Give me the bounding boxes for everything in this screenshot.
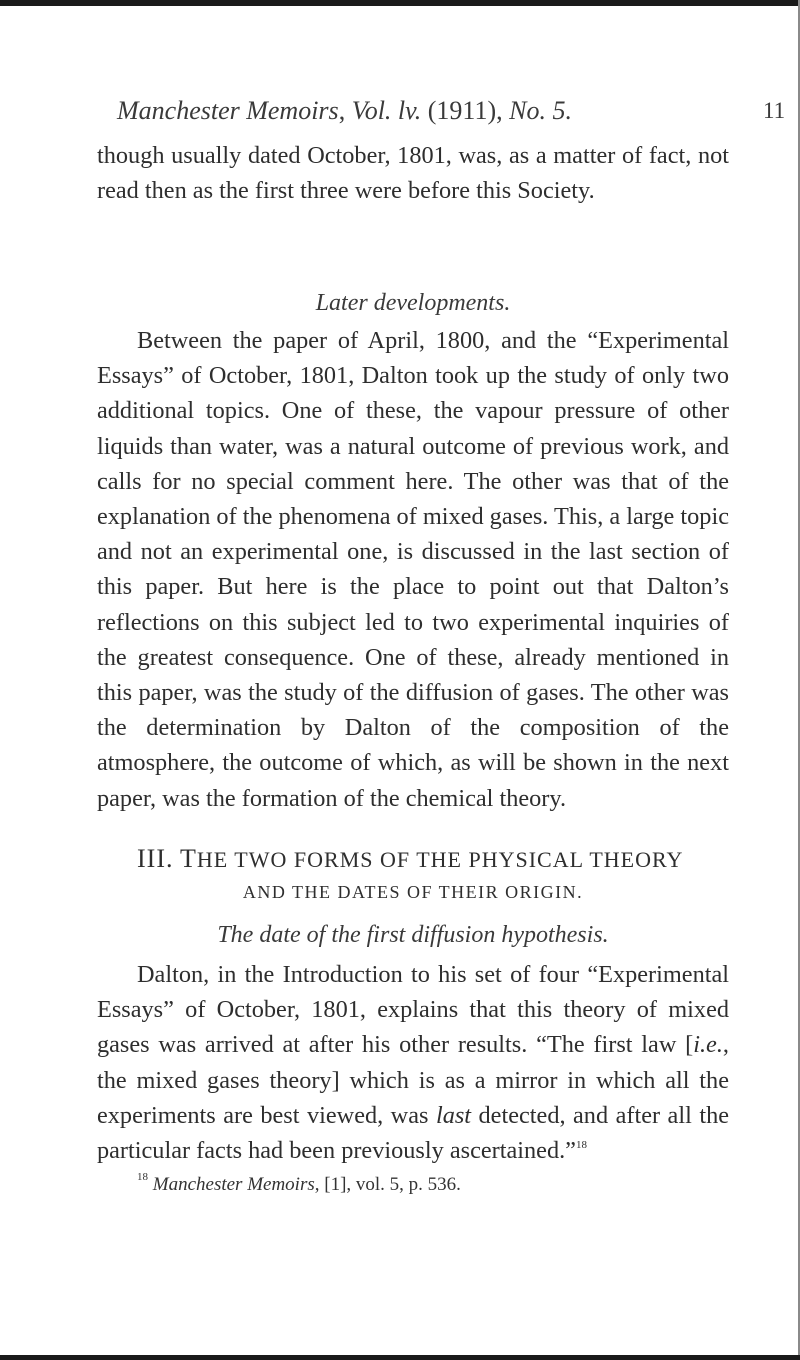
section-heading-line1 <box>97 842 729 877</box>
paragraph-diffusion-hypothesis <box>97 957 729 1168</box>
section-heading-three <box>97 842 729 907</box>
running-head <box>117 96 717 136</box>
paragraph-later-developments: Between the paper of April, 1800, and the “Experimental Essays” of October, 1801, Dalton took up the study of only two additional topics. One of these, the vapour pressure of other liquids than water, was a natural outcome of previous work, and calls for no special comment here. The other was that of the explanation of the phenomena of mixed gases. This, a large topic and not an experimental one, is discussed in the last section of this paper. But here is the place to point out that Dalton’s reflections on this subject led to two experimental inquiries of the greatest consequence. One of these, already mentioned in this paper, was the study of the diffusion of gases. The other was the determination by Dalton of the composition of the atmosphere, the outcome of which, as will be shown in the next paper, was the formation of the chemical theory. <box>97 327 729 812</box>
section-title-line1: HE TWO FORMS OF THE PHYSICAL THEORY <box>196 847 684 872</box>
subheading-diffusion-hypothesis: The date of the first diffusion hypothesis. <box>217 922 609 948</box>
section-title-initial: T <box>179 844 197 873</box>
paragraph-text-part2: , the mixed gases theory] which is as a mirror in which all the experiments are best viewed, was <box>97 1031 729 1129</box>
ie-abbreviation: i.e. <box>693 1031 723 1059</box>
header-separator: , <box>338 96 352 125</box>
page-number: 11 <box>763 98 786 123</box>
paragraph-text-part1: Dalton, in the Introduction to his set of four “Experimental Essays” of October, 1801, explains that this theory of mixed gases was arrived at after his other results. “The first law [ <box>97 961 729 1059</box>
paragraph-continuation: though usually dated October, 1801, was, as a matter of fact, not read then as the first three were before this Society. <box>97 142 729 205</box>
footnote-citation: , [1], vol. 5, p. 536. <box>314 1174 461 1195</box>
volume-label: Vol. lv. <box>351 96 422 125</box>
footnote-reference: 18 <box>575 1139 587 1152</box>
section-numeral: III. <box>137 844 174 873</box>
subheading-later-developments: Later developments. <box>315 290 511 316</box>
year-label: (1911), <box>421 96 510 125</box>
emphasized-last: last <box>435 1101 472 1129</box>
journal-title: Manchester Memoirs <box>117 96 339 125</box>
section-title-line2: AND THE DATES OF THEIR ORIGIN. <box>242 882 584 902</box>
footnote <box>137 1171 737 1196</box>
footnote-source: Manchester Memoirs <box>152 1174 315 1195</box>
paragraph-text-part3: detected, and after all the particular facts had been previously ascertained.” <box>97 1101 729 1165</box>
footnote-mark: 18 <box>137 1171 148 1183</box>
issue-number: No. 5. <box>509 96 572 125</box>
